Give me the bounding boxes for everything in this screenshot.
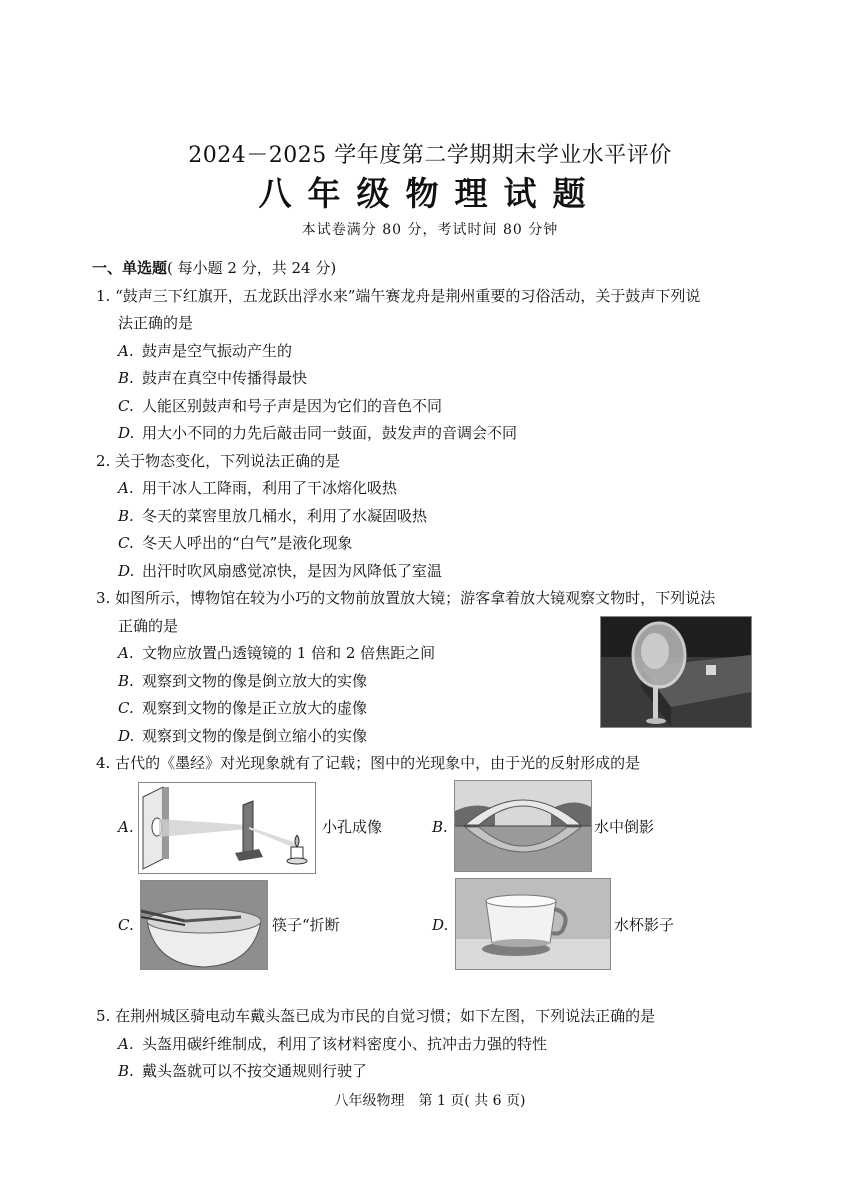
q4-option-c-caption: 筷子“折断 (272, 916, 340, 934)
q3-option-a: A. 文物应放置凸透镜镜的 1 倍和 2 倍焦距之间 (118, 644, 436, 662)
q3-stem-line2: 正确的是 (118, 617, 179, 635)
q1-option-b: B. 鼓声在真空中传播得最快 (118, 369, 308, 387)
q2-option-d: D. 出汗时吹风扇感觉凉快，是因为风降低了室温 (118, 562, 443, 580)
exam-title: 八年级物理试题 (258, 174, 602, 213)
exam-subtitle: 本试卷满分 80 分，考试时间 80 分钟 (301, 222, 559, 238)
q4-stem-line1: 4. 古代的《墨经》对光现象就有了记载；图中的光现象中，由于光的反射形成的是 (96, 754, 641, 772)
exam-title-line1: 2024－2025 学年度第二学期期末学业水平评价 (188, 143, 672, 168)
cup-shadow-photo (455, 878, 611, 970)
chopsticks-bowl-photo (140, 880, 268, 970)
q5-option-a: A. 头盔用碳纤维制成，利用了该材料密度小、抗冲击力强的特性 (118, 1035, 548, 1053)
q2-stem-line1: 2. 关于物态变化，下列说法正确的是 (96, 452, 341, 470)
q1-option-c: C. 人能区别鼓声和号子声是因为它们的音色不同 (118, 397, 443, 415)
section-heading-bold: 一、单选题 (92, 259, 168, 277)
magnifier-photo (600, 616, 752, 728)
q5-option-b: B. 戴头盔就可以不按交通规则行驶了 (118, 1062, 368, 1080)
q4-option-b-caption: 水中倒影 (594, 818, 655, 836)
q3-option-d: D. 观察到文物的像是倒立缩小的实像 (118, 727, 368, 745)
cup-shadow-illustration (456, 879, 610, 969)
q4-option-b-letter: B. (432, 818, 448, 836)
section-heading-rest: ( 每小题 2 分，共 24 分) (167, 259, 337, 277)
bridge-reflection-photo (454, 780, 592, 872)
q1-stem-line2: 法正确的是 (118, 314, 194, 332)
q4-option-a-caption: 小孔成像 (322, 818, 383, 836)
q3-option-c: C. 观察到文物的像是正立放大的虚像 (118, 699, 368, 717)
q5-stem-line1: 5. 在荆州城区骑电动车戴头盔已成为市民的自觉习惯；如下左图，下列说法正确的是 (96, 1007, 656, 1025)
q4-option-d-letter: D. (432, 916, 449, 934)
bridge-reflection-illustration (455, 781, 591, 871)
q2-option-a: A. 用干冰人工降雨，利用了干冰熔化吸热 (118, 479, 398, 497)
section-heading (92, 258, 336, 278)
magnifier-illustration (601, 617, 751, 727)
q1-stem-line1: 1. “鼓声三下红旗开，五龙跃出浮水来”端午赛龙舟是荆州重要的习俗活动，关于鼓声下列说 (96, 287, 701, 305)
page-footer: 八年级物理 第 1 页( 共 6 页) (334, 1093, 526, 1109)
pinhole-imaging-figure (138, 782, 316, 874)
chopsticks-illustration (141, 881, 267, 969)
q4-option-a-letter: A. (118, 818, 134, 836)
pinhole-illustration (139, 783, 315, 873)
q4-option-d-caption: 水杯影子 (614, 916, 675, 934)
q2-option-c: C. 冬天人呼出的“白气”是液化现象 (118, 534, 353, 552)
q1-option-d: D. 用大小不同的力先后敲击同一鼓面，鼓发声的音调会不同 (118, 424, 518, 442)
q1-option-a: A. 鼓声是空气振动产生的 (118, 342, 293, 360)
q2-option-b: B. 冬天的菜窖里放几桶水，利用了水凝固吸热 (118, 507, 428, 525)
q3-stem-line1: 3. 如图所示，博物馆在较为小巧的文物前放置放大镜；游客拿着放大镜观察文物时，下列说法 (96, 589, 716, 607)
q3-option-b: B. 观察到文物的像是倒立放大的实像 (118, 672, 368, 690)
q4-option-c-letter: C. (118, 916, 134, 934)
